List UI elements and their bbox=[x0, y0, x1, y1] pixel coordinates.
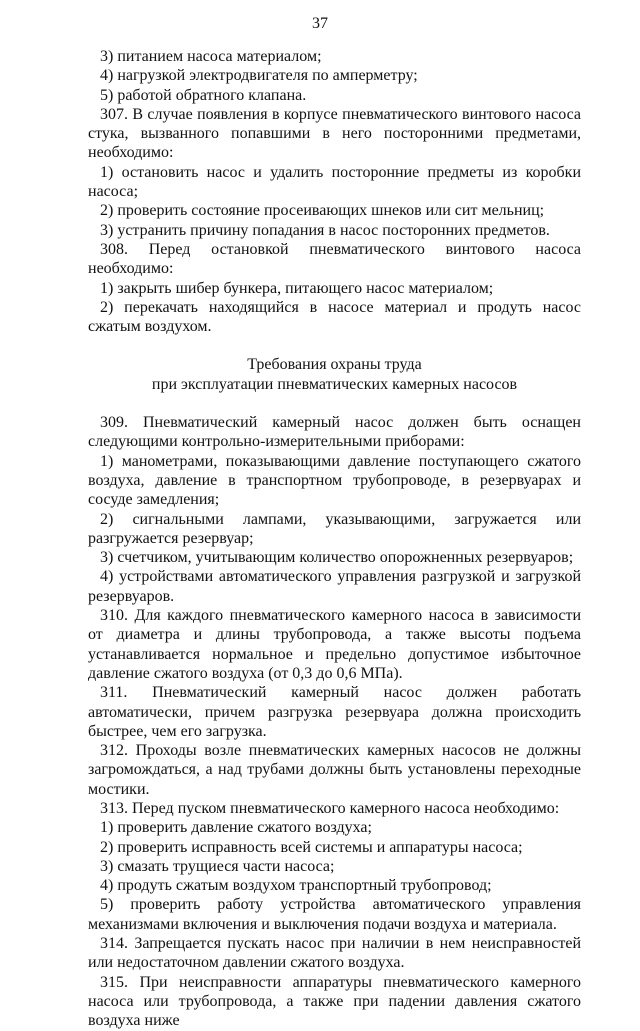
paragraph: 308. Перед остановкой пневматического винтового насоса необходимо: bbox=[88, 240, 581, 278]
document-body bbox=[88, 47, 581, 1031]
paragraph: 3) устранить причину попадания в насос посторонних предметов. bbox=[100, 221, 550, 239]
paragraph: 315. При неисправности аппаратуры пневматического камерного насоса или трубопровода, а также при падении давления сжатого воздуха ниже bbox=[88, 973, 581, 1030]
paragraph: 313. Перед пуском пневматического камерного насоса необходимо: bbox=[100, 799, 560, 817]
paragraph: 311. Пневматический камерный насос должен работать автоматически, причем разгрузка резервуара должна происходить быстрее, чем его загрузка. bbox=[88, 684, 581, 740]
paragraph: 5) работой обратного клапана. bbox=[100, 86, 307, 104]
paragraph: 309. Пневматический камерный насос должен быть оснащен следующими контрольно-измерительными приборами: bbox=[88, 414, 581, 451]
section-heading-line-2: при эксплуатации пневматических камерных насосов bbox=[151, 375, 518, 393]
paragraph: 3) смазать трущиеся части насоса; bbox=[100, 857, 335, 875]
paragraph: 4) продуть сжатым воздухом транспортный трубопровод; bbox=[100, 877, 492, 895]
paragraph: 4) устройствами автоматического управления разгрузкой и загрузкой резервуаров. bbox=[88, 568, 581, 605]
paragraph: 314. Запрещается пускать насос при наличии в нем неисправностей или недостаточном давлении сжатого воздуха. bbox=[88, 935, 581, 972]
paragraph: 2) проверить состояние просеивающих шнеков или сит мельниц; bbox=[100, 202, 545, 220]
paragraph: 2) перекачать находящийся в насосе материал и продуть насос сжатым воздухом. bbox=[88, 298, 581, 336]
paragraph: 307. В случае появления в корпусе пневматического винтового насоса стука, вызванного попавшими в него посторонними предметами, необходимо: bbox=[88, 105, 581, 162]
paragraph: 312. Проходы возле пневматических камерных насосов не должны загромождаться, а над трубами должны быть установлены переходные мостики. bbox=[88, 742, 581, 798]
paragraph: 5) проверить работу устройства автоматического управления механизмами включения и выключения подачи воздуха и материала. bbox=[88, 896, 581, 933]
paragraph: 1) проверить давление сжатого воздуха; bbox=[100, 819, 372, 837]
paragraph: 310. Для каждого пневматического камерного насоса в зависимости от диаметра и длины трубопровода, а также высоты подъема устанавливается нормальное и предельно допустимое избыточное давление сжатого воздуха (от 0,3 до 0,6 МПа). bbox=[88, 607, 581, 682]
page-number: 37 bbox=[312, 15, 328, 32]
paragraph: 1) закрыть шибер бункера, питающего насос материалом; bbox=[100, 279, 494, 297]
paragraph: 4) нагрузкой электродвигателя по амперметру; bbox=[100, 67, 418, 85]
paragraph: 1) остановить насос и удалить посторонние предметы из коробки насоса; bbox=[88, 163, 581, 201]
spacer bbox=[88, 394, 581, 413]
paragraph: 1) манометрами, показывающими давление поступающего сжатого воздуха, давление в транспортном трубопроводе, в резервуарах и сосуде замедления; bbox=[88, 452, 581, 509]
paragraph: 3) питанием насоса материалом; bbox=[100, 48, 322, 65]
paragraph: 2) сигнальными лампами, указывающими, загружается или разгружается резервуар; bbox=[88, 510, 581, 547]
spacer bbox=[88, 336, 581, 355]
paragraph: 2) проверить исправность всей системы и аппаратуры насоса; bbox=[100, 838, 523, 856]
paragraph: 3) счетчиком, учитывающим количество опорожненных резервуаров; bbox=[100, 549, 574, 567]
section-heading-line-1: Требования охраны труда bbox=[247, 356, 422, 374]
